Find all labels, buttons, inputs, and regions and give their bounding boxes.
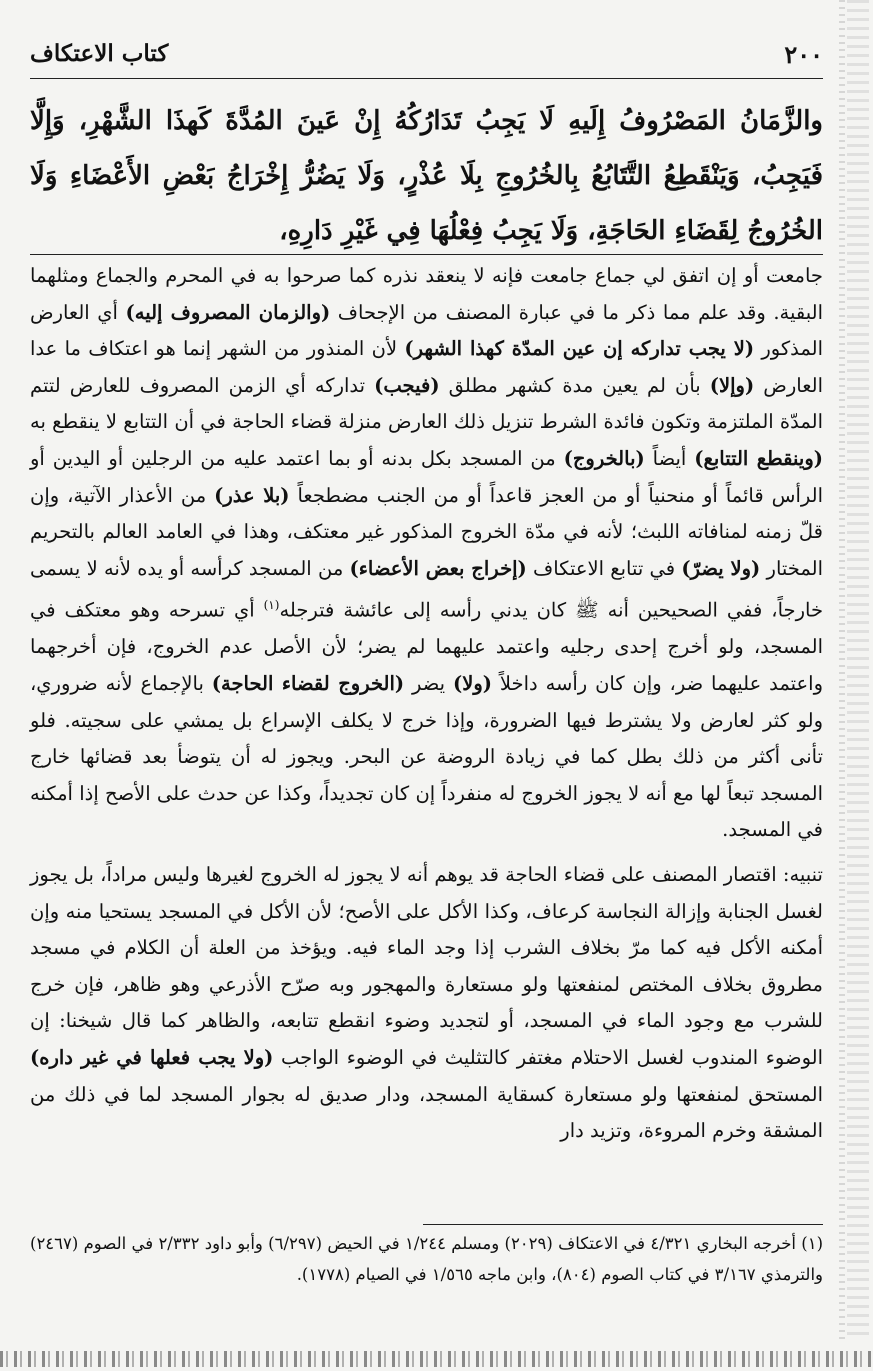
matn-quote: (ولا): [453, 672, 492, 696]
page-border-ornament-inner: [839, 0, 845, 1340]
commentary-paragraph: [30, 258, 823, 849]
commentary-text: جامعت أو إن اتفق لي جماع جامعت فإنه لا ينعقد نذره كما صرحوا به في المحرم والجماع ومثلهما البقية. وقد علم مما ذكر ما في عبارة المصنف من الإجحاف: [30, 264, 823, 324]
matn-quote: (بلا عذر): [214, 483, 290, 507]
matn-quote: (لا يجب تداركه إن عين المدّة كهذا الشهر): [404, 337, 755, 361]
page-border-ornament: [847, 0, 869, 1340]
commentary-text: أي العارض المذكور: [30, 300, 824, 361]
commentary-text: أي تسرحه وهو معتكف في المسجد، ولو أخرج إحدى رجليه واعتمد عليهما لم يضر؛ لأن الأصل عدم الخروج، فإن أخرجهما واعتمد عليهما ضر، وإن كان رأسه داخلاً: [30, 598, 823, 696]
commentary-text: تنبيه: اقتصار المصنف على قضاء الحاجة قد يوهم أنه لا يجوز له الخروج لغيرها وليس مراداً، بل يجوز لغسل الجنابة وإزالة النجاسة كرعاف، وكذا الأكل على الأصح؛ لأن الأكل في المسجد يستحيا منه وإن أمكنه الأكل فيه كما مرّ بخلاف الشرب إذا وجد الماء فيه. ويؤخذ من العلة أن الكلام في مسجد مطروق بخلاف المختص لمنفعتها ولو مستعارة والمهجور وبه صرّح الأذرعي وهو ظاهر، فإن خرج للشرب مع وجود الماء في المسجد، أو لتجديد وضوء انقطع تتابعه، والظاهر كما قال شيخنا: إن الوضوء المندوب لغسل الاحتلام مغتفر كالتثليث في الوضوء الواجب: [30, 863, 823, 1069]
footnote: (١) أخرجه البخاري ٤/٣٢١ في الاعتكاف (٢٠٢٩) ومسلم ١/٢٤٤ في الحيض (٦/٢٩٧) وأبو داود ٢/٣٣٢ في الصوم (٢٤٦٧) والترمذي ٣/١٦٧ في كتاب الصوم (٨٠٤)، وابن ماجه ١/٥٦٥ في الصيام (١٧٧٨).: [30, 1234, 823, 1284]
matn-quote: (بالخروج): [563, 446, 645, 470]
page-bottom-ornament: [0, 1351, 873, 1367]
matn-quote: (ولا يجب فعلها في غير داره): [30, 1045, 274, 1069]
matn-text: والزَّمَانُ المَصْرُوفُ إِلَيهِ لَا يَجِبُ تَدَارُكُهُ إِنْ عَينَ المُدَّةَ كَهذَا الشَّهْرِ، وَإِلَّا فَيَجِبُ، وَيَنْقَطِعُ التَّتَابُعُ بِالخُرُوجِ بِلَا عُذْرٍ، وَلَا يَضُرُّ إِخْرَاجُ بَعْضِ الأَعْضَاءِ وَلَا الخُرُوجُ لِقَضَاءِ الحَاجَةِ، وَلَا يَجِبُ فِعْلُهَا فِي غَيْرِ دَارِهِ،: [30, 106, 823, 246]
commentary-paragraph-note: [30, 857, 823, 1150]
commentary-text: أيضاً: [644, 446, 695, 470]
commentary-text: في تتابع الاعتكاف: [526, 556, 682, 580]
commentary-text: بالإجماع لأنه ضروري، ولو كثر لعارض ولا يشترط فيها الضرورة، وإذا خرج لا يكلف الإسراع بل يمشي على سجيته. فلو تأنى أكثر من ذلك بطل كما في زيادة الروضة عن البحر. ويجوز له أن يتوضأ بعد قضائها خارج المسجد تبعاً لها مع أنه لا يجوز الخروج له منفرداً إن كان تجديداً، وكذا عن حدث على الأصح إذا أمكنه في المسجد.: [30, 672, 823, 842]
book-title: كتاب الاعتكاف: [30, 40, 169, 67]
matn-quote: (ولا يضرّ): [681, 556, 761, 580]
commentary-text: لأن المنذور من الشهر إنما هو اعتكاف ما عدا العارض: [30, 337, 823, 397]
running-header: [30, 38, 823, 79]
matn-quote: (الخروج لقضاء الحاجة): [211, 672, 405, 696]
matn-quote: (إخراج بعض الأعضاء): [349, 556, 527, 580]
commentary-text: من المسجد كرأسه أو يده لأنه لا يسمى خارجاً، ففي الصحيحين أنه ﷺ كان يدني رأسه إلى عائشة فترجله: [30, 556, 823, 622]
commentary: [30, 258, 823, 1150]
commentary-text: يضر: [404, 672, 453, 696]
commentary-text: بأن لم يعين مدة كشهر مطلق: [439, 373, 710, 397]
matn-quote: (والزمان المصروف إليه): [125, 300, 331, 324]
matn-divider: [30, 254, 823, 255]
footnote-marker: (١): [263, 598, 280, 613]
commentary-text: من المسجد بكل بدنه أو بما اعتمد عليه من الرجلين أو اليدين أو الرأس قائماً أو منحنياً أو من العجز قاعداً أو من الجنب مضطجعاً: [30, 446, 823, 507]
commentary-text: تداركه أي الزمن المصروف للعارض لتتم المدّة الملتزمة وتكون فائدة الشرط تنزيل ذلك العارض منزلة قضاء الحاجة في أن التتابع لا ينقطع به: [30, 373, 823, 434]
matn-quote: (وإلا): [709, 373, 755, 397]
commentary-text: من الأعذار الآتية، وإن قلّ زمنه لمنافاته اللبث؛ لأنه في مدّة الخروج المذكور غير معتكف، وهذا في العامد العالم بالتحريم المختار: [30, 483, 823, 580]
footnote-divider: [423, 1224, 823, 1225]
matn-quote: (وينقطع التتابع): [694, 446, 823, 470]
page-number: ٢٠٠: [784, 40, 823, 69]
matn-quote: (فيجب): [374, 373, 440, 397]
commentary-text: المستحق لمنفعتها ولو مستعارة كسقاية المسجد، ودار صديق له بجوار المسجد لما في ذلك من المشقة وخرم المروءة، وتزيد دار: [30, 1082, 823, 1143]
